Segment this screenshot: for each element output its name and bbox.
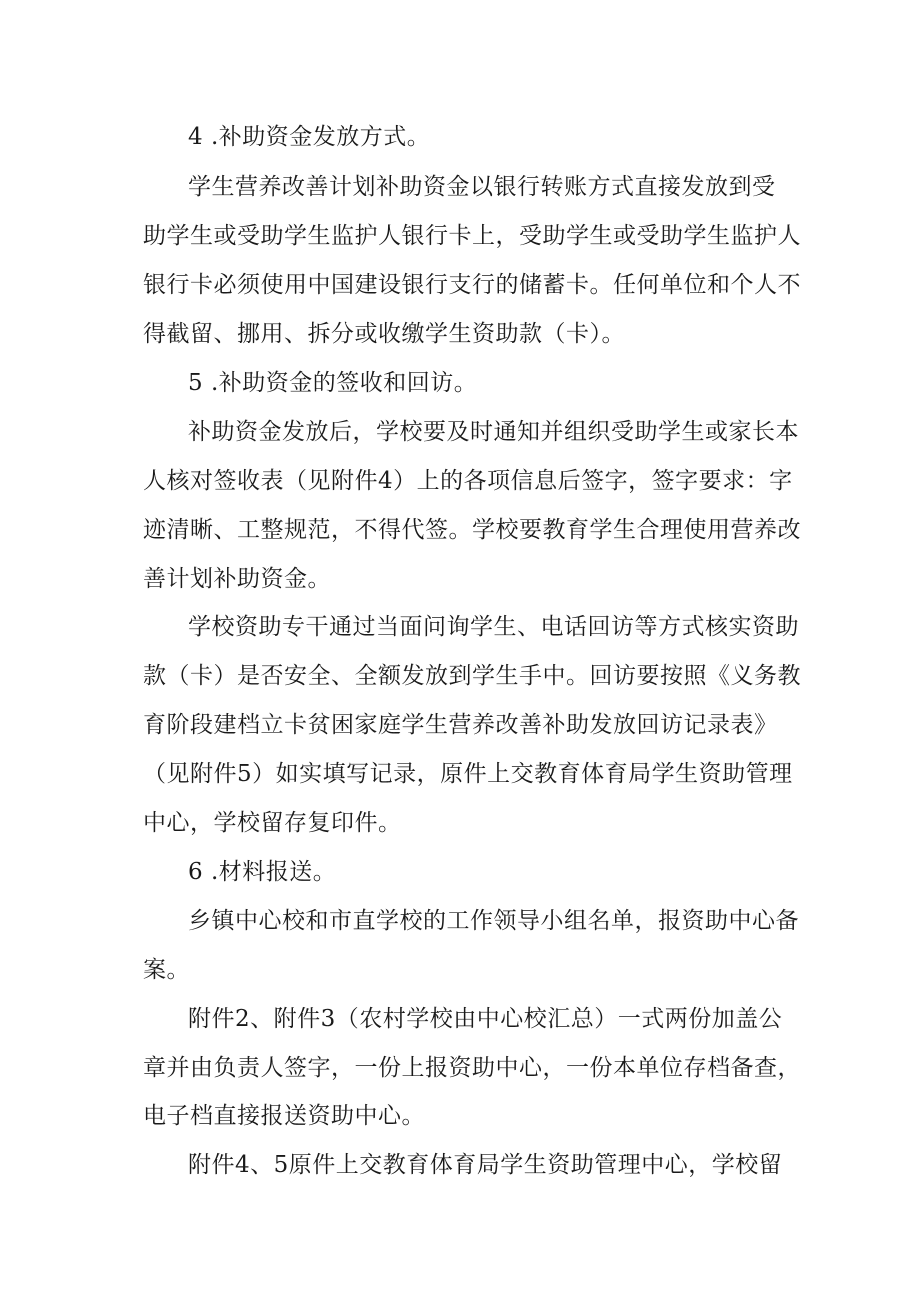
paragraph-line: 乡镇中心校和市直学校的工作领导小组名单，报资助中心备 xyxy=(188,908,799,934)
paragraph-line: 附件4、5原件上交教育体育局学生资助管理中心，学校留 xyxy=(188,1152,783,1178)
section-heading-4: 4 .补助资金发放方式。 xyxy=(188,124,431,150)
paragraph-line: 学生营养改善计划补助资金以银行转账方式直接发放到受 xyxy=(188,174,776,200)
paragraph-line: 款（卡）是否安全、全额发放到学生手中。回访要按照《义务教 xyxy=(143,663,801,689)
paragraph-line: 迹清晰、工整规范，不得代签。学校要教育学生合理使用营养改 xyxy=(143,517,801,543)
paragraph-line: 人核对签收表（见附件4）上的各项信息后签字，签字要求：字 xyxy=(143,468,793,494)
section-heading-6: 6 .材料报送。 xyxy=(188,859,337,885)
paragraph-line: 附件2、附件3（农村学校由中心校汇总）一式两份加盖公 xyxy=(188,1006,783,1032)
paragraph-line: 章并由负责人签字，一份上报资助中心，一份本单位存档备查， xyxy=(143,1055,801,1081)
paragraph-line: 电子档直接报送资助中心。 xyxy=(143,1103,425,1129)
paragraph-line: 助学生或受助学生监护人银行卡上，受助学生或受助学生监护人 xyxy=(143,223,801,249)
paragraph-line: 得截留、挪用、拆分或收缴学生资助款（卡）。 xyxy=(143,321,625,347)
paragraph-line: 善计划补助资金。 xyxy=(143,566,331,592)
paragraph-line: 学校资助专干通过当面问询学生、电话回访等方式核实资助 xyxy=(188,614,799,640)
paragraph-line: 育阶段建档立卡贫困家庭学生营养改善补助发放回访记录表》 xyxy=(143,712,778,738)
paragraph-line: 中心，学校留存复印件。 xyxy=(143,810,402,836)
paragraph-line: （见附件5）如实填写记录，原件上交教育体育局学生资助管理 xyxy=(143,761,793,787)
paragraph-line: 银行卡必须使用中国建设银行支行的储蓄卡。任何单位和个人不 xyxy=(143,272,801,298)
paragraph-line: 补助资金发放后，学校要及时通知并组织受助学生或家长本 xyxy=(188,419,799,445)
section-heading-5: 5 .补助资金的签收和回访。 xyxy=(188,370,478,396)
paragraph-line: 案。 xyxy=(143,957,190,983)
